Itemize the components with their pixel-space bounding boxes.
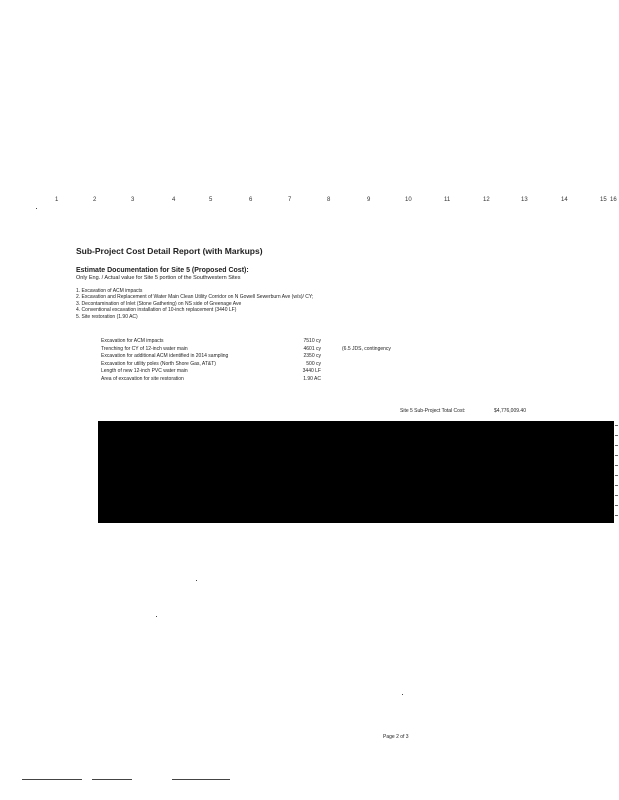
ruler-mark: 4 — [172, 197, 176, 203]
scope-item: 1. Excavation of ACM impacts — [76, 288, 143, 294]
report-title: Sub-Project Cost Detail Report (with Markups) — [76, 246, 263, 256]
scan-speck — [156, 616, 157, 617]
total-cost-label: Site 5 Sub-Project Total Cost: — [400, 408, 466, 414]
quantity-description: Excavation for utility poles (North Shore Gas, AT&T) — [101, 360, 216, 367]
quantity-value: 1.90 AC — [303, 375, 321, 382]
ruler-mark: 15 — [600, 197, 607, 203]
page-number: Page 2 of 3 — [383, 734, 409, 740]
ruler-mark: 1 — [55, 197, 59, 203]
ruler-mark: 5 — [209, 197, 213, 203]
edge-tick-marks — [614, 421, 619, 523]
quantity-value: 3440 LF — [302, 368, 321, 374]
footer-scan-line — [172, 779, 230, 780]
ruler-mark: 14 — [561, 197, 568, 203]
ruler-mark: 6 — [249, 197, 253, 203]
quantity-description: Excavation for additional ACM identified in 2014 sampling — [101, 353, 229, 359]
column-ruler — [0, 197, 619, 209]
scope-item: 3. Decontamination of Inlet (Stone Gathering) on NS side of Greenage Ave — [76, 300, 242, 307]
footer-scan-line — [92, 779, 132, 780]
quantity-value: 2350 cy — [303, 353, 321, 359]
ruler-mark: 10 — [405, 197, 412, 203]
ruler-mark: 8 — [327, 197, 331, 203]
quantity-note: (6.5 JDS, contingency — [342, 345, 391, 352]
scope-item: 2. Excavation and Replacement of Water Main Clean Utility Corridor on N Gowell Sewerburn Ave (w/s)/ CY; — [76, 294, 314, 301]
scan-speck — [196, 580, 197, 581]
quantity-description: Trenching for CY of 12-inch water main — [101, 345, 188, 352]
scan-speck — [402, 694, 403, 695]
total-cost-value: $4,776,009.40 — [494, 408, 526, 414]
ruler-mark: 7 — [288, 197, 292, 203]
scope-item: 4. Conventional excavation installation of 10-inch replacement (3440 LF) — [76, 307, 237, 314]
quantity-description: Area of excavation for site restoration — [101, 375, 184, 382]
quantity-value: 500 cy — [306, 360, 321, 367]
scope-item-list — [76, 288, 313, 320]
quantity-description: Length of new 12-inch PVC water main — [101, 368, 188, 374]
ruler-mark: 2 — [93, 197, 97, 203]
ruler-mark: 11 — [444, 197, 451, 203]
ruler-mark: 16 — [610, 197, 617, 203]
ruler-mark: 9 — [367, 197, 371, 203]
ruler-mark: 3 — [131, 197, 135, 203]
footer-scan-line — [22, 779, 82, 780]
ruler-mark: 12 — [483, 197, 490, 203]
quantity-description: Excavation for ACM impacts — [101, 338, 164, 344]
quantity-value: 7510 cy — [303, 338, 321, 344]
scope-item: 5. Site restoration (1.90 AC) — [76, 313, 138, 320]
scan-speck — [36, 208, 37, 209]
report-subtitle: Estimate Documentation for Site 5 (Proposed Cost): — [76, 267, 249, 274]
redacted-block — [98, 421, 614, 523]
quantity-value: 4601 cy — [303, 345, 321, 352]
ruler-mark: 13 — [521, 197, 528, 203]
report-note: Only Eng. / Actual value for Site 5 portion of the Southwestern Sites — [76, 275, 241, 281]
